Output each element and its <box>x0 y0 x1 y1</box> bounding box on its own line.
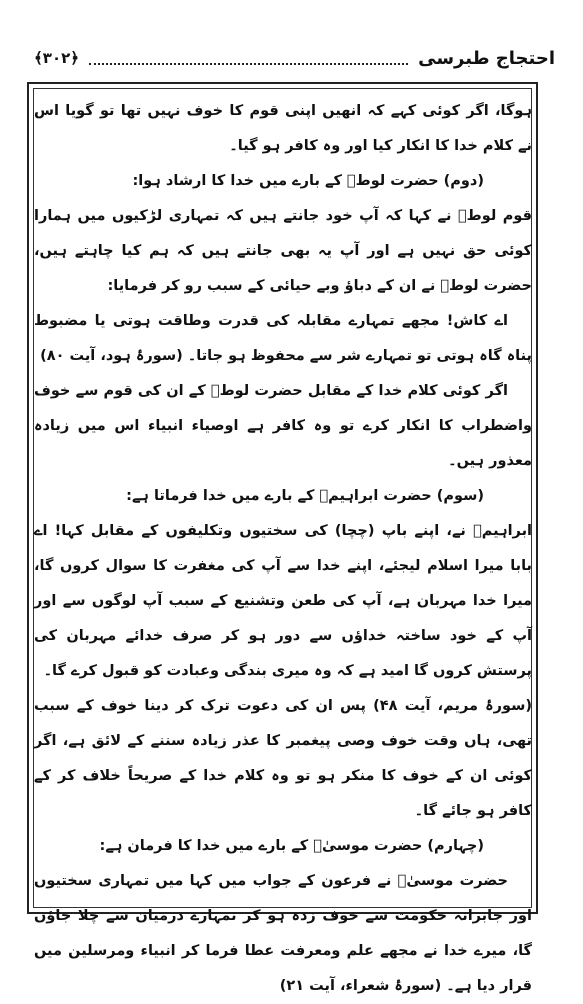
paragraph-lut-people: قوم لوطؑ نے کہا کہ آپ خود جانتے ہیں کہ تمہاری لڑکیوں میں ہمارا کوئی حق نہیں ہے اور آپ یہ بھی جانتے ہیں کہ ہم کیا چاہتے ہیں، حضرت لوطؑ نے ان کے دباؤ وبے حیائی کے سبب رو کر فرمایا: <box>34 208 532 294</box>
page-body <box>34 94 532 994</box>
book-title: احتجاج طبرسی <box>418 47 555 69</box>
paragraph-lut-conclusion: اگر کوئی کلام خدا کے مقابل حضرت لوطؑ کے ان کی قوم سے خوف واضطراب کا انکار کرے تو وہ کافر ہے اوصیاء انبیاء اس میں زیادہ معذور ہیں۔ <box>34 383 532 469</box>
heading-second: (دوم) حضرت لوطؑ کے بارے میں خدا کا ارشاد ہوا: <box>132 173 484 189</box>
paragraph-lut-quote: اے کاش! مجھے تمہارے مقابلہ کی قدرت وطاقت ہوتی یا مضبوط پناہ گاہ ہوتی تو تمہارے شر سے محفوظ ہو جاتا۔ (سورۂ ہود، آیت ۸۰) <box>34 313 532 364</box>
page-header <box>34 38 555 78</box>
page-number: ﴾۳۰۲﴿ <box>34 49 80 67</box>
header-dotted-leader <box>89 63 408 65</box>
paragraph-maryam-verse: (سورۂ مریم، آیت ۴۸) پس ان کی دعوت ترک کر دینا خوف کے سبب تھی، ہاں وقت خوف وصی پیغمبر کا عذر زیادہ سننے کے لائق ہے، اگر کوئی ان کے خوف کا منکر ہو تو وہ کلام خدا کے صریحاً خلاف کر کے کافر ہو جائے گا۔ <box>34 698 532 819</box>
paragraph-ibrahim: ابراہیمؑ نے، اپنے باپ (چچا) کی سختیوں وتکلیفوں کے مقابل کہا! اے بابا میرا اسلام لیجئے، اپنے خدا سے آپ کی مغفرت کا سوال کروں گا، میرا خدا مہربان ہے، آپ کی طعن وتشنیع کے سبب آپ لوگوں سے اور آپ کے خود ساختہ خداؤں سے دور ہو کر صرف خدائے مہربان کی پرستش کروں گا امید ہے کہ وہ میری بندگی وعبادت کو قبول کرے گا۔ <box>34 523 532 679</box>
paragraph-musa: حضرت موسیٰؑ نے فرعون کے جواب میں کہا میں تمہاری سختیوں اور جابرانہ حکومت سے خوف زدہ ہو کر تمہارے درمیان سے چلا جاؤں گا، میرے خدا نے مجھے علم ومعرفت عطا فرما کر انبیاء ومرسلین میں قرار دیا ہے۔ (سورۂ شعراء، آیت ۲۱) <box>34 873 532 994</box>
heading-fourth: (چہارم) حضرت موسیٰؑ کے بارے میں خدا کا فرمان ہے: <box>99 838 484 854</box>
paragraph-continuation: ہوگا، اگر کوئی کہے کہ انھیں اپنی قوم کا خوف نہیں تھا تو گویا اس نے کلام خدا کا انکار کیا اور وہ کافر ہو گیا۔ <box>34 103 532 154</box>
heading-third: (سوم) حضرت ابراہیمؑ کے بارے میں خدا فرماتا ہے: <box>126 488 484 504</box>
